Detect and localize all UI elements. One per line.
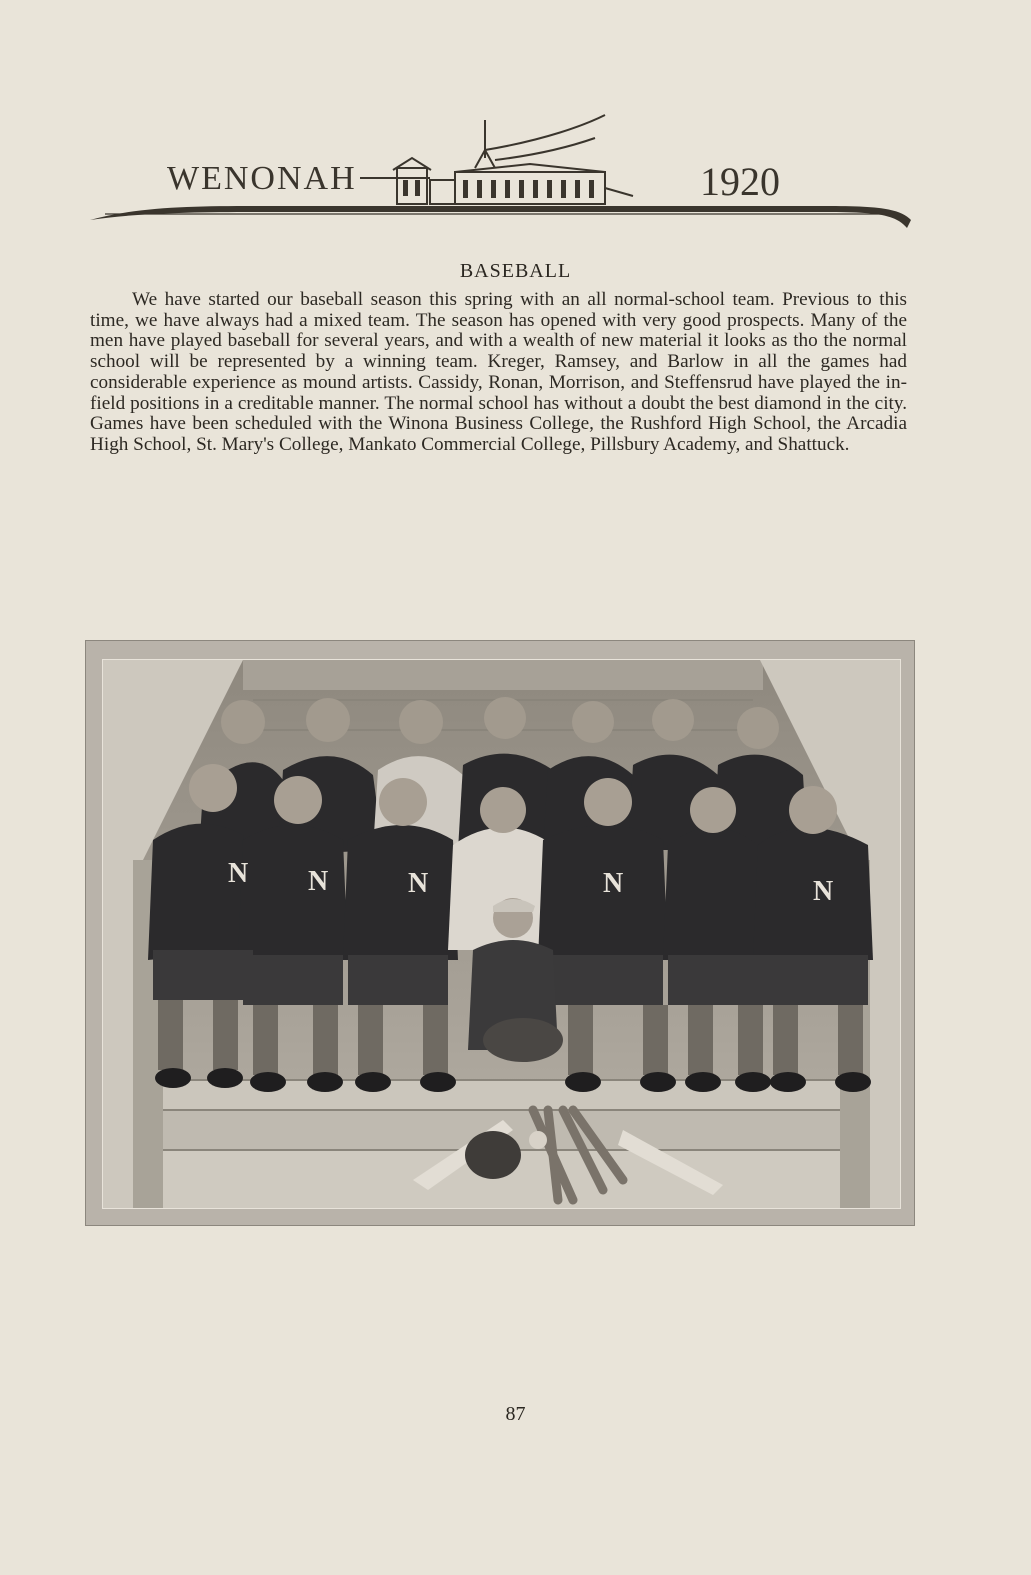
jersey-letter: N [603, 868, 624, 899]
yearbook-year: 1920 [700, 159, 780, 204]
section-heading: BASEBALL [459, 260, 572, 282]
page-number: 87 [505, 1403, 526, 1425]
yearbook-title: WENONAH [167, 160, 357, 197]
jersey-letter: N [408, 868, 429, 899]
page-header [85, 110, 915, 235]
team-photograph [85, 640, 915, 1226]
section-body-text: We have started our baseball season this spring with an all normal-school team. Previous to this time, we have always had a mixed team. The season has opened with very good prospects. Many of the men have played baseball for several years, and with a wealth of new material it looks as tho the normal school will be represented by a winning team. Kreger, Ramsey, and Barlow in all the games had considerable experience as mound artists. Cassidy, Ronan, Morrison, and Steffensrud have played the in-field positions in a creditable manner. The normal school has without a doubt the best diamond in the city. Games have been scheduled with the Winona Business College, the Rushford High School, the Arcadia High School, St. Mary's College, Mankato Commercial College, Pillsbury Academy, and Shattuck. [90, 289, 907, 455]
jersey-letter: N [308, 866, 329, 897]
photo-image-area [102, 659, 901, 1209]
jersey-letter: N [813, 876, 834, 907]
team-photo-illustration-icon [103, 660, 900, 1208]
jersey-letter: N [228, 858, 249, 889]
